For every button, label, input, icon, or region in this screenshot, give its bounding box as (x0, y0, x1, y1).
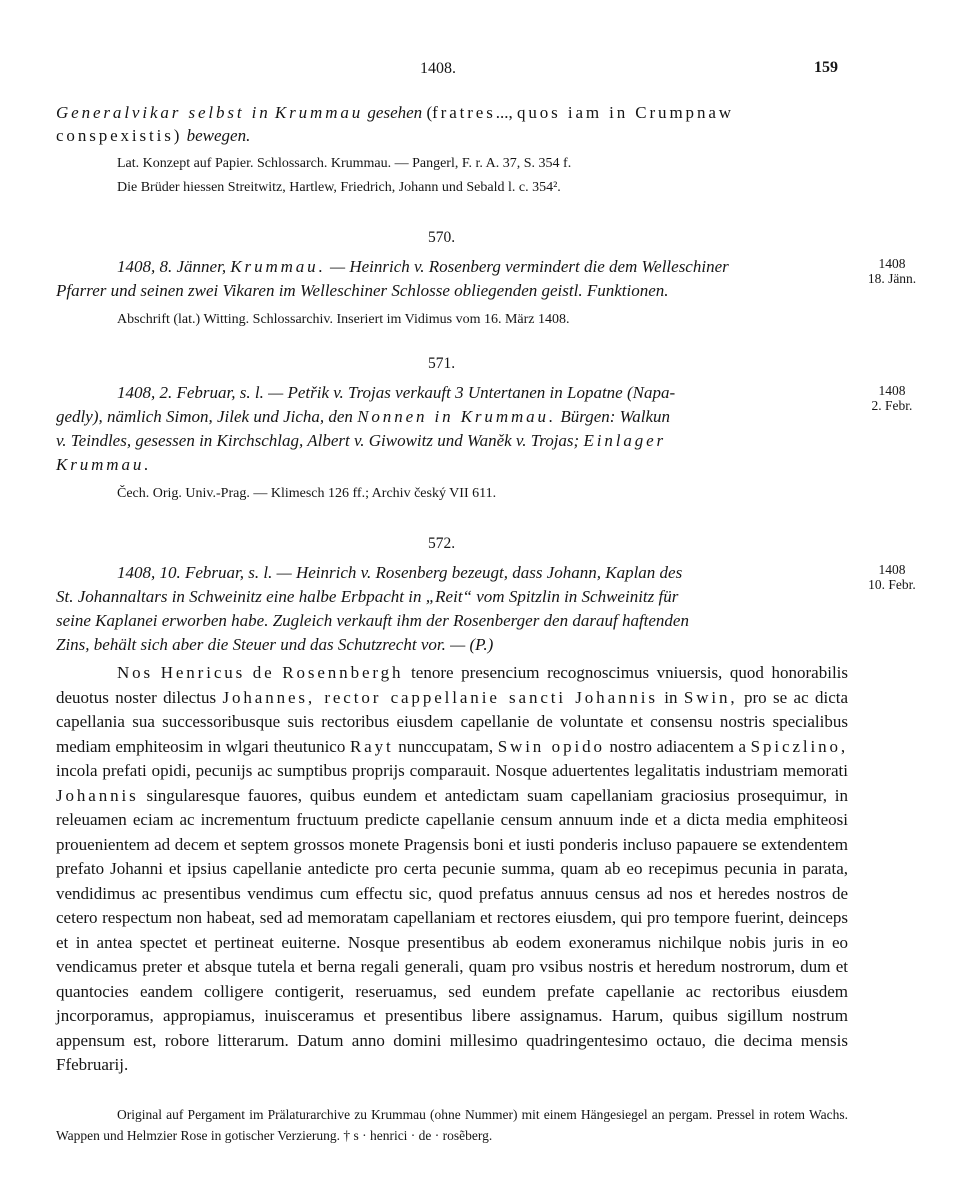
regest-line (56, 407, 670, 427)
regest-line: seine Kaplanei erworben habe. Zugleich verkauft ihm der Rosenberger den darauf haftenden (56, 611, 689, 630)
intro-text: ..., (495, 103, 518, 122)
margin-date (852, 562, 932, 592)
regest-line: 1408, 2. Februar, s. l. — Petřik v. Trojas verkauft 3 Untertanen in Lopatne (Napa- (117, 383, 676, 402)
regest-text: — Heinrich v. Rosenberg vermindert die dem Welleschiner (329, 257, 729, 276)
margin-day: 18. Jänn. (867, 271, 917, 286)
regest-line (56, 431, 666, 451)
intro-text: conspexistis) (56, 126, 183, 145)
charter-name: de (252, 663, 275, 682)
entry-number: 571. (428, 355, 456, 372)
source-note: Abschrift (lat.) Witting. Schlossarchiv. Inseriert im Vidimus vom 16. März 1408. (117, 312, 570, 327)
intro-text: quos iam in Crumpnaw (517, 103, 734, 122)
margin-year: 1408 (878, 256, 906, 271)
charter-body: nostro adiacentem a (609, 736, 747, 756)
charter-name: Spiczlino, (750, 736, 849, 756)
intro-text: fratres (432, 103, 496, 122)
charter-body: nunccupatam, (398, 736, 494, 756)
regest-text: Einlager (583, 431, 667, 450)
intro-text: bewegen. (186, 126, 251, 145)
intro-text: Generalvikar selbst in (56, 103, 271, 122)
running-header-year: 1408. (420, 60, 456, 77)
regest-line: 1408, 10. Februar, s. l. — Heinrich v. Rosenberg bezeugt, dass Johann, Kaplan des (117, 563, 683, 582)
intro-line-1 (56, 103, 734, 123)
charter-name: Rosennbergh (282, 663, 404, 682)
page-number: 159 (814, 59, 838, 76)
archival-note (56, 1104, 848, 1146)
charter-name: Swin, (683, 687, 738, 707)
charter-name: Johannis (56, 785, 139, 805)
regest-line: Zins, behält sich aber die Steuer und das Schutzrecht vor. — (P.) (56, 635, 494, 654)
place-name: Krummau. (56, 455, 152, 474)
place-name: Krummau. (230, 257, 326, 276)
charter-name: Henricus (160, 663, 246, 682)
regest-text: gedly), nämlich Simon, Jilek und Jicha, den (56, 407, 353, 426)
archival-note-text: Original auf Pergament im Prälaturarchive zu Krummau (ohne Nummer) mit einem Hängesiegel an pergam. Pressel in rotem Wachs. Wappen und Helmzier Rose in gotischer Verzierung. † s · henrici · de · rosẽberg. (56, 1107, 848, 1143)
intro-line-2 (56, 126, 250, 146)
margin-date (852, 383, 932, 413)
margin-day: 10. Febr. (868, 577, 916, 592)
regest-text: Bürgen: Walkun (560, 407, 671, 426)
regest-text: v. Teindles, gesessen in Kirchschlag, Albert v. Giwowitz und Waněk v. Trojas; (56, 431, 580, 450)
entry-number: 570. (428, 229, 456, 246)
source-note: Lat. Konzept auf Papier. Schlossarch. Krummau. — Pangerl, F. r. A. 37, S. 354 f. (117, 156, 572, 171)
charter-body: tenore presencium recognoscimus vniuersis, quod honorabilis deuotus noster dilectus (56, 663, 849, 707)
charter-name: Johannes, rector cappellanie sancti Johannis (222, 687, 658, 707)
margin-date (852, 256, 932, 286)
charter-name: Swin opido (497, 736, 605, 756)
place-name: Krummau (274, 103, 364, 122)
intro-text: ( (426, 103, 433, 122)
regest-date: 1408, 8. Jänner, (117, 257, 227, 276)
source-note: Čech. Orig. Univ.-Prag. — Klimesch 126 ff.; Archiv český VII 611. (117, 486, 497, 501)
intro-text: gesehen (367, 103, 423, 122)
regest-line: Pfarrer und seinen zwei Vikaren im Welleschiner Schlosse obliegenden geistl. Funktionen. (56, 281, 669, 300)
margin-day: 2. Febr. (871, 398, 913, 413)
regest-line (117, 257, 729, 277)
charter-body: singularesque fauores, quibus eundem et antedictam suam capellaniam graciosius prosequimur, in releuamen eciam ac incrementum fructuum predicte capellanie censum annuum inde et a dicta media emphiteosi prouenientem ad decem et septem grossos monete Pragensis boni et iusti ponderis incluso papauere se extendentem prefato Johanni et ipsius capellanie antedicte pro certa pecunie summa, quam ab eo recepimus pecunia in parata, vendidimus ac presentibus vendimus cum effectu sic, quod prefatus annuus census ad nos et heredes nostros de cetero respectum non habeat, sed ad memoratam capellaniam et rectores eiusdem, qui pro tempore fuerint, deinceps et in antea spectet et pertineat euiterne. Nosque presentibus ab eodem exoneramus nichilque nobis juris in eo vendicamus preter et absque tutela et berna regali generali, quam pro vsibus nostris et heredum nostrorum, dum et quantocies eandem colligere contigerit, reseruamus, sed eundem prefate capellanie ac rectoribus eiusdem jncorporamus, appropiamus, inuisceramus et presentibus libere assignamus. Harum, quibus sigillum nostrum appensum est, robore litterarum. Datum anno domini millesimo quadringentesimo octauo, die decima mensis Ffebruarij. (56, 785, 849, 1074)
charter-body: pro se ac dicta capellania sua successoribusque suis rectoribus eiusdem capellanie de voluntate et consensu nostris specialibus mediam emphiteosim in wlgari theutunico (56, 687, 849, 756)
margin-year: 1408 (878, 562, 906, 577)
charter-name: Rayt (349, 736, 394, 756)
regest-line: St. Johannaltars in Schweinitz eine halbe Erbpacht in „Reit“ vom Spitzlin in Schweinitz für (56, 587, 679, 606)
entry-number: 572. (428, 535, 456, 552)
source-note: Die Brüder hiessen Streitwitz, Hartlew, Friedrich, Johann und Sebald l. c. 354². (117, 180, 561, 195)
charter-body: incola prefati opidi, pecunijs ac sumptibus proprijs comparauit. Nosque aduertentes legalitatis industriam memorati (56, 761, 848, 780)
place-name: Nonnen in Krummau. (357, 407, 557, 426)
charter-body: in (664, 687, 678, 707)
charter-name: Nos (117, 663, 154, 682)
margin-year: 1408 (878, 383, 906, 398)
charter-text (56, 661, 848, 1078)
